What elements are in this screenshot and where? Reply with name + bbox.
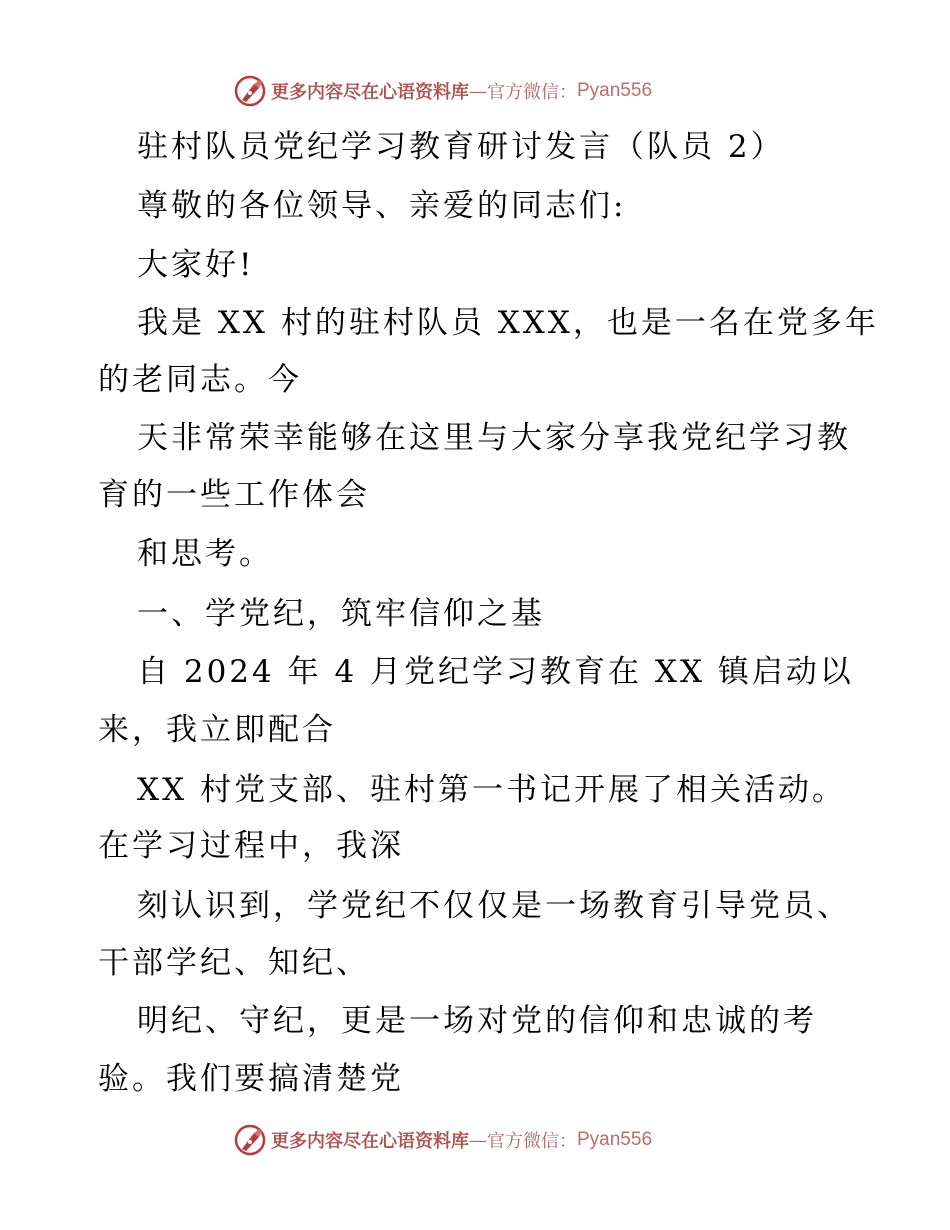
salutation: 尊敬的各位领导、亲爱的同志们: — [137, 188, 627, 224]
watermark-account: Pyan556 — [577, 1129, 653, 1150]
watermark-weixin-label: 官方微信： — [487, 82, 577, 103]
text-line: XX 村党支部、驻村第一书记开展了相关活动。 — [137, 772, 846, 808]
header-watermark — [233, 72, 652, 110]
watermark-text: 更多内容尽在心语资料库 — [271, 82, 469, 103]
text-line: 验。我们要搞清楚党 — [98, 1061, 404, 1097]
watermark-text: 更多内容尽在心语资料库 — [271, 1131, 469, 1152]
text-line: 自 2024 年 4 月党纪学习教育在 XX 镇启动以 — [137, 654, 854, 690]
text-line: 刻认识到，学党纪不仅仅是一场教育引导党员、 — [137, 888, 851, 924]
text-line: 干部学纪、知纪、 — [98, 945, 370, 981]
text-line: 天非常荣幸能够在这里与大家分享我党纪学习教 — [137, 420, 851, 456]
document-title: 驻村队员党纪学习教育研讨发言（队员 2） — [137, 129, 785, 165]
text-line: 育的一些工作体会 — [98, 477, 370, 513]
watermark-weixin-label: 官方微信： — [487, 1131, 577, 1152]
text-line: 的老同志。今 — [98, 362, 302, 398]
footer-watermark — [233, 1121, 652, 1159]
watermark-separator: — — [469, 1129, 487, 1151]
text-line: 明纪、守纪，更是一场对党的信仰和忠诚的考 — [137, 1003, 817, 1039]
text-line: 来，我立即配合 — [98, 712, 336, 748]
text-line: 在学习过程中，我深 — [98, 828, 404, 864]
text-line: 我是 XX 村的驻村队员 XXX，也是一名在党多年 — [137, 305, 879, 341]
section-heading: 一、学党纪，筑牢信仰之基 — [137, 596, 545, 632]
greeting: 大家好! — [137, 247, 255, 283]
watermark-account: Pyan556 — [577, 80, 653, 101]
pen-nib-logo-icon — [233, 1123, 267, 1157]
pen-nib-logo-icon — [233, 74, 267, 108]
text-line: 和思考。 — [137, 536, 273, 572]
watermark-separator: — — [469, 80, 487, 102]
